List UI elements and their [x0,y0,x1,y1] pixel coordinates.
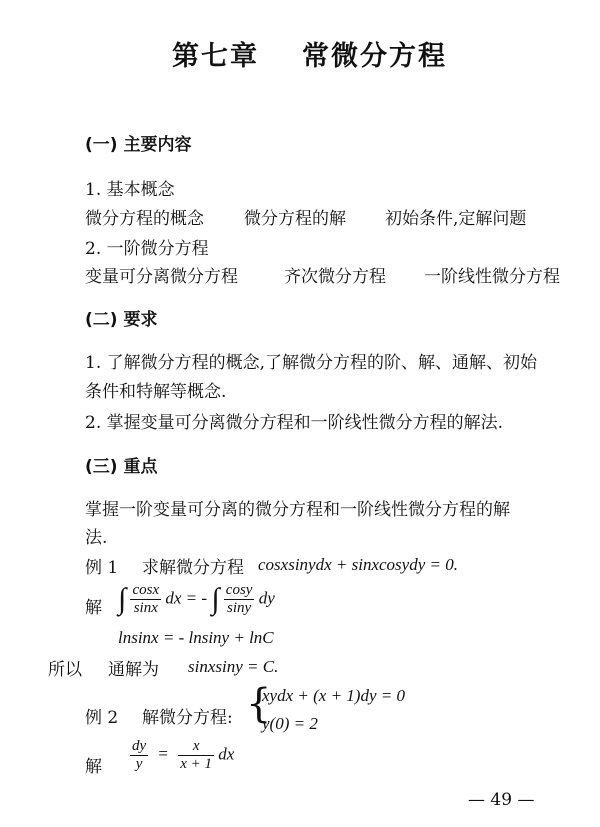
fraction-denominator: siny [227,600,252,616]
requirement-1-line-1: 1. 了解微分方程的概念,了解微分方程的阶、解、通解、初始 [85,353,538,373]
general-solution: sinxsiny = C. [188,657,279,676]
section-heading-requirements: (二) 要求 [85,310,158,330]
chapter-title: 常微分方程 [302,41,447,72]
key-point-line-1: 掌握一阶变量可分离的微分方程和一阶线性微分方程的解 [85,500,510,520]
example-2-label: 例 2 [85,708,119,728]
type-3: 一阶线性微分方程 [424,267,560,287]
so-label: 所以 [48,660,82,680]
item-first-order: 2. 一阶微分方程 [85,239,209,259]
fraction-x-x-plus-1 [178,738,214,773]
type-2: 齐次微分方程 [284,267,386,287]
example-2-prompt: 解微分方程: [142,708,233,728]
fraction-numerator: dy [132,738,147,754]
equation-tail: dx [218,744,235,764]
fraction-denominator: x + 1 [180,756,213,772]
item-basic-concepts: 1. 基本概念 [85,180,175,200]
integral-sign: ∫ [118,582,127,616]
integral-sign: ∫ [211,582,220,616]
concept-2: 微分方程的解 [244,209,346,229]
example-1-equation: cosxsinydx + sinxcosydy = 0. [258,555,458,574]
fraction-cosy-siny [224,582,255,617]
fraction-numerator: cosy [225,582,253,598]
requirement-2: 2. 掌握变量可分离微分方程和一阶线性微分方程的解法. [85,413,504,433]
equation-middle: dx = - [165,588,208,608]
fraction-denominator: sinx [133,600,158,616]
example-1-prompt: 求解微分方程 [142,558,244,578]
example-1-log-equation: lnsinx = - lnsiny + lnC [118,628,274,647]
example-1-solution-label: 解 [85,598,102,618]
system-equation-2: y(0) = 2 [262,714,318,733]
equals-sign: = [158,744,169,764]
system-equation-1: xydx + (x + 1)dy = 0 [262,686,405,705]
example-2-solution-label: 解 [85,757,102,777]
section-heading-main-content: (一) 主要内容 [85,135,192,155]
fraction-numerator: x [178,738,214,756]
type-1: 变量可分离微分方程 [85,267,238,287]
key-point-line-2: 法. [85,528,108,548]
example-1-label: 例 1 [85,558,119,578]
fraction-denominator: y [135,756,143,772]
example-1-integral-equation [118,582,275,617]
system-brace: { [246,681,272,727]
example-2-separated-equation [130,738,234,773]
fraction-dy-y [130,738,148,773]
concept-1: 微分方程的概念 [85,209,204,229]
equation-end: dy [258,588,275,608]
general-solution-label: 通解为 [108,660,159,680]
requirement-1-line-2: 条件和特解等概念. [85,382,227,402]
fraction-cosx-sinx [130,582,161,617]
concept-3: 初始条件,定解问题 [385,209,527,229]
section-heading-key-points: (三) 重点 [85,457,158,477]
chapter-number: 第七章 [172,41,259,72]
page-number: — 49 — [468,790,535,810]
fraction-numerator: cosx [132,582,160,598]
